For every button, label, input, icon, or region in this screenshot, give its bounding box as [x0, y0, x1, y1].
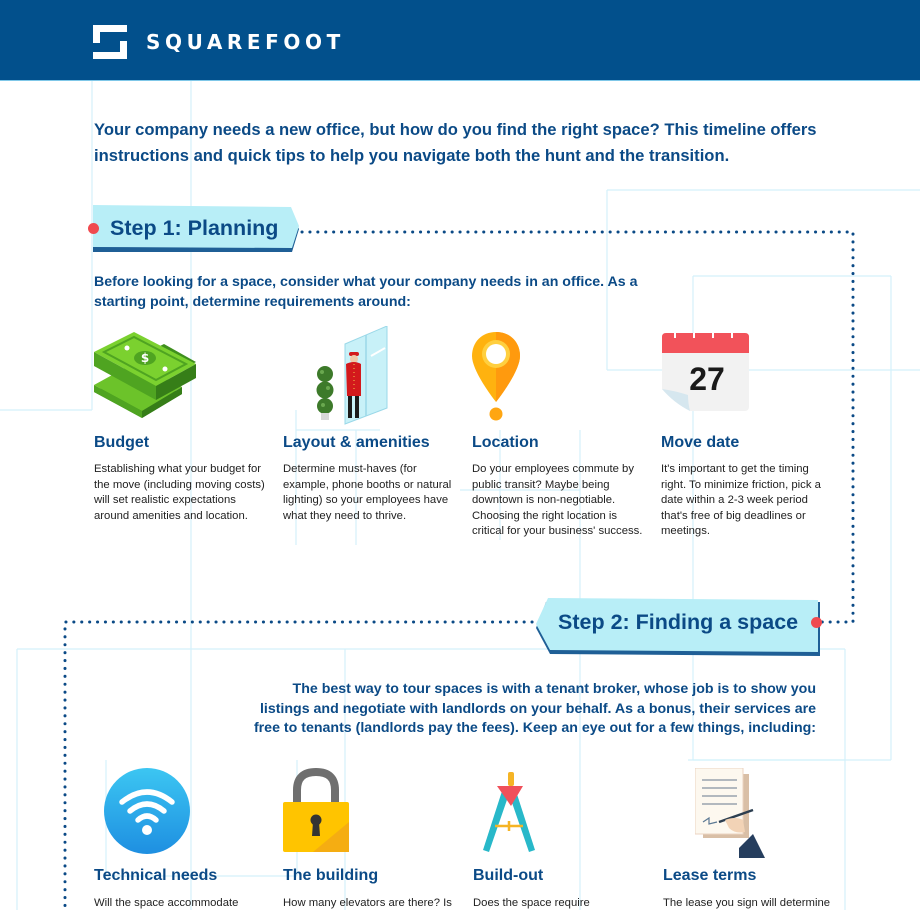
squarefoot-logo-icon — [93, 25, 127, 59]
card-description: It's important to get the timing right. To minimize friction, pick a date within a 2-3 week period that's free of big deadlines or meetings. — [661, 463, 821, 537]
money-stack-icon — [94, 330, 198, 422]
brand-logo[interactable] — [93, 25, 345, 59]
timeline-dot-step-1 — [88, 223, 99, 234]
padlock-icon — [283, 768, 349, 852]
calendar-day-number: 27 — [689, 361, 725, 397]
card-title: Layout & amenities — [283, 434, 430, 451]
compass-icon — [473, 772, 545, 856]
signing-document-icon — [695, 768, 767, 860]
card-description: The lease you sign will determine — [663, 897, 831, 909]
card-title: Lease terms — [663, 867, 757, 884]
step-2-banner — [536, 598, 820, 644]
card-description: Do your employees commute by public transit? Maybe being downtown is non-negotiable. Choosing the right location is critical for your business' success. — [472, 463, 643, 537]
step-1-lead: Before looking for a space, consider what your company needs in an office. As a starting point, determine requirements around: — [94, 274, 638, 310]
site-header — [0, 0, 920, 81]
doorman-icon — [313, 326, 393, 426]
card-description: Does the space require — [473, 897, 590, 909]
timeline-dot-step-2 — [811, 617, 822, 628]
step-1-banner — [93, 205, 303, 251]
card-title: Technical needs — [94, 867, 218, 884]
card-title: Location — [472, 434, 539, 451]
location-pin-icon — [472, 332, 520, 422]
svg-text:$: $ — [140, 351, 150, 365]
step-1-title: Step 1: Planning — [110, 215, 279, 240]
step-2-lead: The best way to tour spaces is with a tenant broker, whose job is to show you listings and negotiate with landlords on your behalf. As a bonus, their services are free to tenants (landlords pay the fees). Keep an eye out for a few things, including: — [253, 681, 816, 736]
card-description: Determine must-haves (for example, phone booths or natural lighting) so your employees have what they need to thrive. — [283, 463, 452, 522]
intro-text: Your company needs a new office, but how do you find the right space? This timeline offers instructions and quick tips to help you navigate both the hunt and the transition. — [94, 120, 817, 165]
step-2-title: Step 2: Finding a space — [558, 609, 799, 634]
calendar-icon — [662, 333, 749, 411]
card-description: Establishing what your budget for the move (including moving costs) will set realistic expectations around amenities and location. — [94, 463, 265, 522]
card-title: Build-out — [473, 867, 544, 884]
card-title: Move date — [661, 434, 740, 451]
card-description: How many elevators are there? Is — [283, 897, 452, 909]
card-title: The building — [283, 867, 379, 884]
card-title: Budget — [94, 434, 150, 451]
wifi-icon — [104, 768, 190, 854]
card-description: Will the space accommodate — [94, 897, 239, 909]
brand-name: SQUAREFOOT — [146, 30, 345, 54]
